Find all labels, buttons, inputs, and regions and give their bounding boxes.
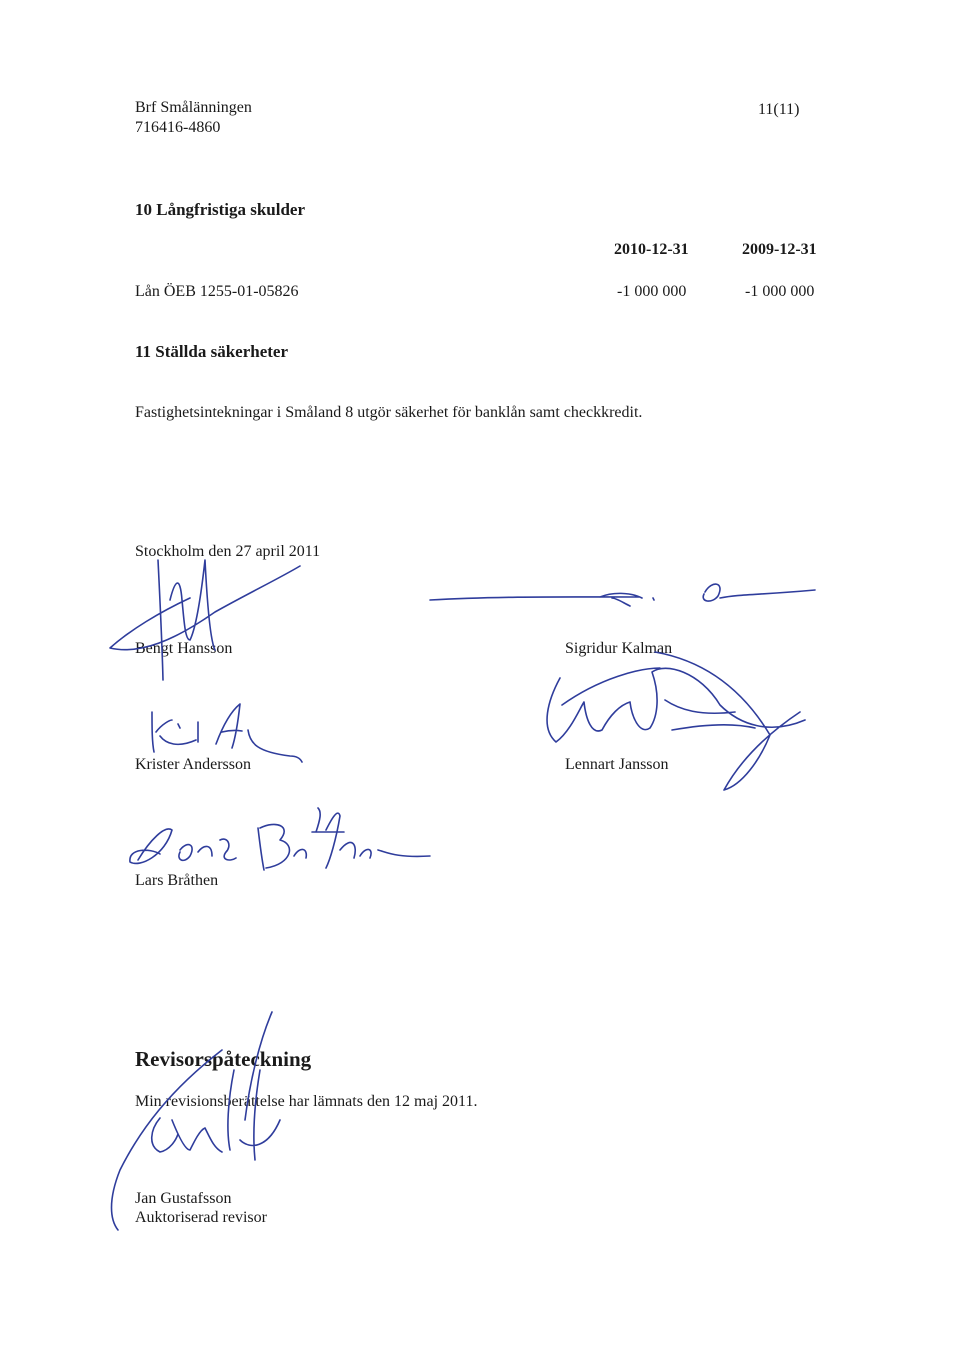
note-11-text: Fastighetsintekningar i Småland 8 utgör säkerhet för banklån samt checkkredit. — [135, 404, 643, 421]
signatory-name: Lars Bråthen — [135, 872, 219, 889]
loan-value-2010: -1 000 000 — [617, 283, 687, 300]
signatory-name: Lennart Jansson — [565, 756, 669, 773]
column-header-2009: 2009-12-31 — [742, 241, 817, 258]
page-number: 11(11) — [758, 101, 800, 118]
place-date: Stockholm den 27 april 2011 — [135, 543, 321, 560]
audit-title: Revisorspåteckning — [135, 1047, 312, 1071]
auditor-name: Jan Gustafsson — [135, 1190, 232, 1207]
signatory-name: Krister Andersson — [135, 756, 251, 773]
note-11-title: 11 Ställda säkerheter — [135, 342, 288, 361]
loan-label: Lån ÖEB 1255-01-05826 — [135, 283, 299, 300]
org-name: Brf Smålänningen — [135, 99, 252, 116]
loan-value-2009: -1 000 000 — [745, 283, 815, 300]
signature-sigridur-kalman — [430, 584, 815, 606]
signature-lars-brathen — [130, 808, 430, 870]
audit-statement: Min revisionsberättelse har lämnats den 12 maj 2011. — [135, 1093, 478, 1110]
signature-bengt-hansson — [110, 560, 300, 680]
signatory-name: Sigridur Kalman — [565, 640, 673, 657]
signatory-name: Bengt Hansson — [135, 640, 233, 657]
signature-krister-andersson — [152, 704, 302, 762]
note-10-title: 10 Långfristiga skulder — [135, 200, 306, 219]
org-number: 716416-4860 — [135, 119, 221, 136]
auditor-title: Auktoriserad revisor — [135, 1209, 267, 1226]
column-header-2010: 2010-12-31 — [614, 241, 689, 258]
